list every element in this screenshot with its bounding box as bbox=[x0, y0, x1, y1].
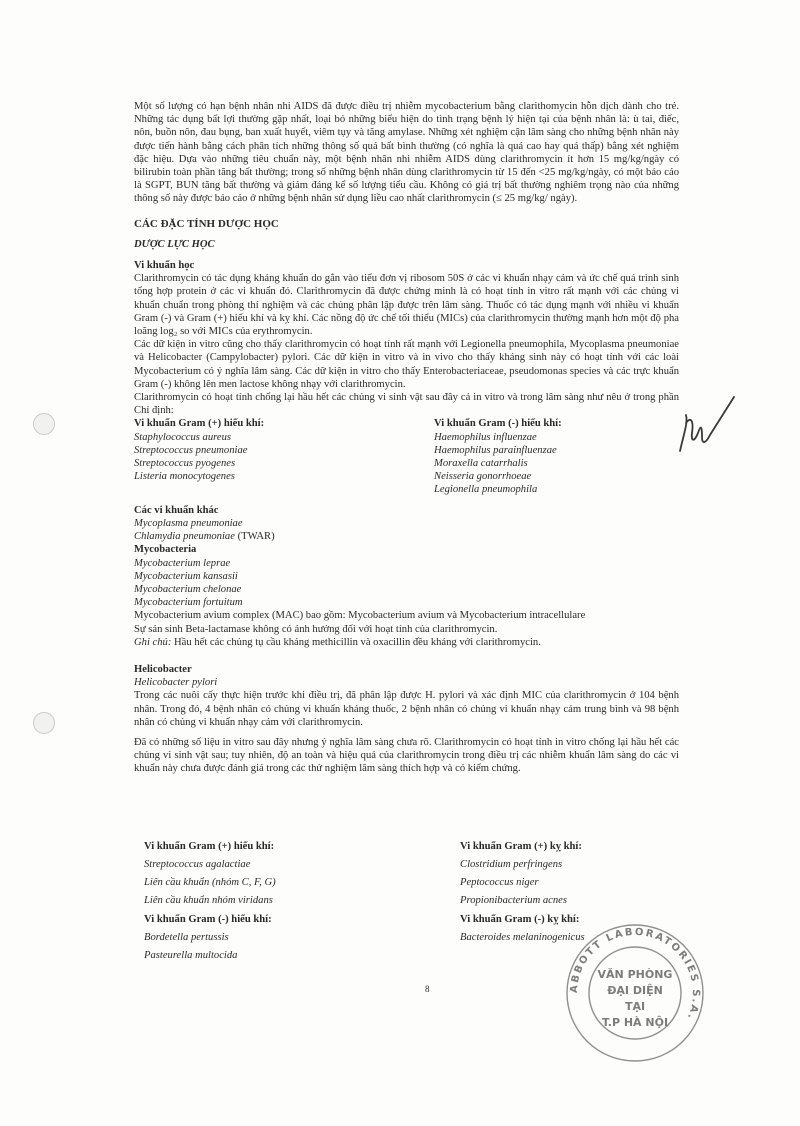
organism-item: Moraxella catarrhalis bbox=[434, 458, 528, 470]
svg-text:ABBOTT LABORATORIES S.A.: ABBOTT LABORATORIES S.A. bbox=[568, 926, 702, 1023]
b-gram-neg-aerobic-title: Vi khuẩn Gram (-) hiếu khí: bbox=[144, 913, 272, 925]
punch-hole-bottom bbox=[33, 712, 55, 734]
svg-text:T.P HÀ NỘI: T.P HÀ NỘI bbox=[601, 1016, 669, 1029]
note-line: Ghi chú: Hầu hết các chủng tụ cầu kháng methicillin và oxacillin đều kháng với clarithromycin. bbox=[134, 636, 541, 648]
other-bacteria-title: Các vi khuẩn khác bbox=[134, 504, 219, 516]
unclear-significance-paragraph: Đã có những số liệu in vitro sau đây nhưng ý nghĩa lâm sàng chưa rõ. Clarithromycin có hoạt tính in vitro chống lại hầu hết các chủng vi sinh vật sau; tuy nhiên, độ an toàn và hiệu quả của clarithromycin trong điều trị các nhiễm khuẩn lâm sàng do các vi khuẩn này chưa được đánh giá trong các thử nghiệm lâm sàng thích hợp và có kiểm chứng. bbox=[134, 736, 679, 775]
bottom-left-column bbox=[144, 838, 276, 965]
organism-item: Mycobacterium chelonae bbox=[134, 583, 242, 595]
mycobacteria-title: Mycobacteria bbox=[134, 544, 197, 556]
organism-item: Staphylococcus aureus bbox=[134, 431, 231, 443]
organism-item: Pasteurella multocida bbox=[144, 949, 238, 961]
organism-item: Mycobacterium leprae bbox=[134, 557, 231, 569]
organism-item: Neisseria gonorrhoeae bbox=[434, 471, 532, 483]
paragraph-in-vitro: Các dữ kiện in vitro cũng cho thấy clarithromycin có hoạt tính rất mạnh với Legionella pneumophila, Mycoplasma pneumoniae và Helicobacter (Campylobacter) pylori. Các dữ kiện in vitro và in vivo cho thấy kháng sinh này có hoạt tính với các loài Mycobacterium có ý nghĩa lâm sàng. Các dữ kiện in vitro cho thấy Enterobacteriaceae, pseudomonas species và các trực khuẩn Gram (-) không lên men lactose không nhạy với clarithromycin. bbox=[134, 339, 679, 390]
organism-item: Streptococcus pneumoniae bbox=[134, 444, 248, 456]
signature-icon bbox=[672, 393, 744, 463]
official-stamp-icon bbox=[560, 918, 710, 1068]
organism-item: Clostridium perfringens bbox=[460, 859, 563, 870]
gram-neg-aerobic-title: Vi khuẩn Gram (-) hiếu khí: bbox=[434, 418, 562, 430]
organism-item: Mycobacterium kansasii bbox=[134, 570, 238, 582]
organism-columns bbox=[134, 417, 679, 496]
organism-item: Liên cầu khuẩn nhóm viridans bbox=[144, 895, 273, 907]
heading-pharmacodynamics: DƯỢC LỰC HỌC bbox=[134, 238, 215, 250]
organism-item: Peptococcus niger bbox=[460, 877, 539, 889]
organism-item: Haemophilus influenzae bbox=[434, 431, 537, 443]
b-gram-neg-anaerobic-title: Vi khuẩn Gram (-) kỵ khí: bbox=[460, 913, 580, 925]
helicobacter-paragraph: Trong các nuôi cấy thực hiện trước khi điều trị, đã phân lập được H. pylori và xác định MIC của clarithromycin ở 104 bệnh nhân. Trong đó, 4 bệnh nhân có chủng vi khuẩn kháng thuốc, 2 bệnh nhân có chủng vi khuẩn nhạy cảm trung bình và 98 bệnh nhân có chủng vi khuẩn nhạy cảm với clarithromycin. bbox=[134, 690, 679, 728]
organism-item: Mycoplasma pneumoniae bbox=[134, 517, 243, 529]
organism-item-chlamydia: Chlamydia pneumoniae (TWAR) bbox=[134, 531, 275, 543]
b-gram-pos-aerobic-title: Vi khuẩn Gram (+) hiếu khí: bbox=[144, 841, 275, 852]
mac-line: Mycobacterium avium complex (MAC) bao gồm: Mycobacterium avium và Mycobacterium intracellulare bbox=[134, 610, 586, 622]
heading-microbiology: Vi khuẩn học bbox=[134, 260, 195, 272]
organism-item: Mycobacterium fortuitum bbox=[134, 597, 243, 609]
svg-text:VĂN PHÒNG: VĂN PHÒNG bbox=[597, 968, 673, 981]
svg-text:TẠI: TẠI bbox=[624, 1000, 646, 1013]
svg-text:ĐẠI DIỆN: ĐẠI DIỆN bbox=[607, 984, 663, 997]
organism-item: Listeria monocytogenes bbox=[134, 471, 235, 483]
intro-paragraph: Một số lượng có hạn bệnh nhân nhi AIDS đã được điều trị nhiễm mycobacterium bằng clarithomycin hỗn dịch dành cho trẻ. Những tác dụng bất lợi thường gặp nhất, loại bỏ những biểu hiện do tình trạng bệnh lý hiện tại của bệnh nhân là: ù tai, điếc, nôn, buồn nôn, đau bụng, ban xuất huyết, viêm tụy và tăng amylase. Những xét nghiệm cận lâm sàng cho những bệnh nhân này được tiến hành bằng cách phân tích những thông số quá bất bình thường (có nghĩa là quá cao hay quá thấp) bằng xét nghiệm đặc hiệu. Dựa vào những tiêu chuẩn này, một bệnh nhân nhi nhiễm AIDS dùng clarithromycin ít hơn 15 mg/kg/ngày có bilirubin toàn phần tăng bất thường; trong số những bệnh nhân dùng clarithromycin từ 15 đến <25 mg/kg/ngày, có một báo cáo là SGPT, BUN tăng bất thường và giảm đáng kể số lượng tiểu cầu. Không có giá trị bất thường nghiêm trọng nào của những thông số này được báo cáo ở những bệnh nhân sử dụng liều cao nhất clarithromycin (≤ 25 mg/kg/ ngày). bbox=[134, 101, 679, 205]
beta-lactamase-line: Sự sản sinh Beta-lactamase không có ảnh hưởng đối với hoạt tính của clarithromycin. bbox=[134, 623, 498, 635]
b-gram-pos-anaerobic-title: Vi khuẩn Gram (+) kỵ khí: bbox=[460, 841, 582, 852]
organism-item: Legionella pneumophila bbox=[434, 484, 538, 496]
organism-item: Bacteroides melaninogenicus bbox=[460, 931, 585, 943]
heading-pharmacology: CÁC ĐẶC TÍNH DƯỢC HỌC bbox=[134, 217, 279, 230]
organism-item: Streptococcus pyogenes bbox=[134, 458, 236, 470]
document-page bbox=[134, 100, 679, 776]
punch-hole-top bbox=[33, 413, 55, 435]
organism-item: Haemophilus parainfluenzae bbox=[434, 444, 557, 456]
organism-item: Liên cầu khuẩn (nhóm C, F, G) bbox=[144, 877, 276, 889]
organism-item: Bordetella pertussis bbox=[144, 931, 229, 943]
organism-item: Streptococcus agalactiae bbox=[144, 859, 251, 870]
helicobacter-subtitle: Helicobacter pylori bbox=[134, 677, 218, 689]
paragraph-activity: Clarithromycin có hoạt tính chống lại hầu hết các chủng vi sinh vật sau đây cả in vitro và trong lâm sàng như nêu ở trong phần Chỉ định: bbox=[134, 392, 679, 417]
organism-item: Propionibacterium acnes bbox=[460, 895, 567, 907]
paragraph-mechanism: Clarithromycin có tác dụng kháng khuẩn do gắn vào tiểu đơn vị ribosom 50S ở các vi khuẩn nhạy cảm và ức chế quá trình sinh tổng hợp protein ở các vi khuẩn đó. Clarithromycin đã được chứng minh là có hoạt tính in vitro rất mạnh với các chủng vi khuẩn chuẩn trong phòng thí nghiệm và các chủng phân lập được trên lâm sàng. Thuốc có tác dụng mạnh với nhiều vi khuẩn Gram (-) và Gram (+) hiếu khí và kỵ khí. Các nồng độ ức chế tối thiểu (MICs) của clarithromycin thường mạnh hơn một độ pha loãng log₂ so với MICs của erythromycin. bbox=[134, 273, 679, 338]
page-number: 8 bbox=[425, 984, 430, 994]
gram-pos-aerobic-title: Vi khuẩn Gram (+) hiếu khí: bbox=[134, 418, 265, 430]
helicobacter-title: Helicobacter bbox=[134, 663, 192, 675]
